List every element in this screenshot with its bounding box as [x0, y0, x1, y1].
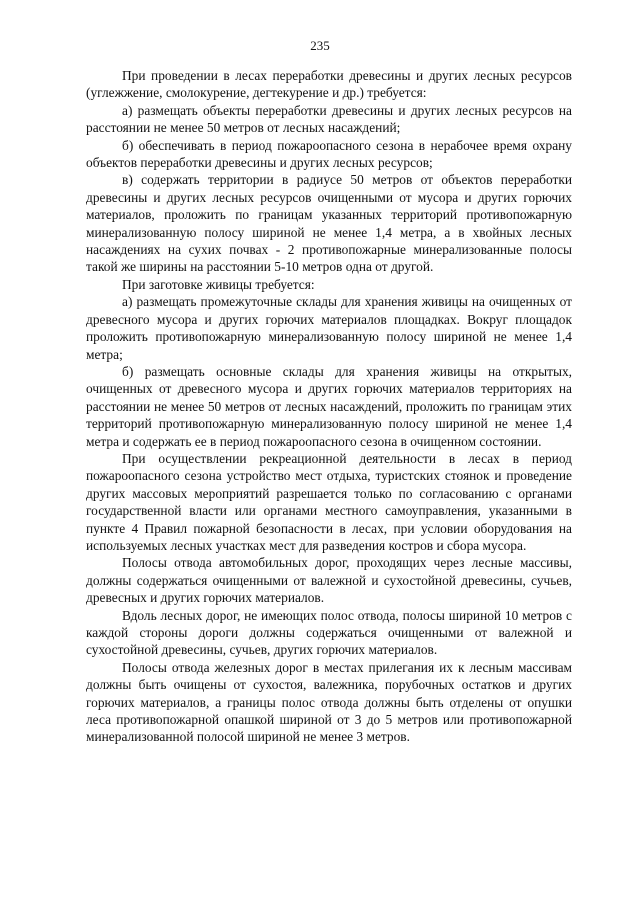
- paragraph: Полосы отвода автомобильных дорог, проходящих через лесные массивы, должны содержаться очищенными от валежной и сухостойной древесины, сучьев, древесных и других горючих материалов.: [86, 555, 572, 606]
- paragraph: б) размещать основные склады для хранения живицы на открытых, очищенных от древесного мусора и других горючих материалов территориях на расстоянии не менее 50 метров от лесных насаждений, проложить по границам этих территорий противопожарную минерализованную полосу шириной не менее 1,4 метра и содержать ее в период пожароопасного сезона в очищенном состоянии.: [86, 363, 572, 449]
- document-body: [86, 67, 572, 746]
- paragraph: б) обеспечивать в период пожароопасного сезона в нерабочее время охрану объектов переработки древесины и других лесных ресурсов;: [86, 137, 572, 171]
- page-number: 235: [310, 38, 330, 53]
- paragraph: а) размещать объекты переработки древесины и других лесных ресурсов на расстоянии не менее 50 метров от лесных насаждений;: [86, 102, 572, 136]
- paragraph: При проведении в лесах переработки древесины и других лесных ресурсов (углежжение, смолокурение, дегтекурение и др.) требуется:: [86, 68, 572, 101]
- paragraph: в) содержать территории в радиусе 50 метров от объектов переработки древесины и других лесных ресурсов очищенными от мусора и других горючих материалов, проложить по границам указанных территорий противопожарную минерализованную полосу шириной не менее 1,4 метра, а в хвойных лесных насаждениях на сухих почвах - 2 противопожарные минерализованные полосы такой же ширины на расстоянии 5-10 метров одна от другой.: [86, 172, 572, 275]
- paragraph: При осуществлении рекреационной деятельности в лесах в период пожароопасного сезона устройство мест отдыха, туристских стоянок и проведение других массовых мероприятий разрешается только по согласованию с органами государственной власти или органами местного самоуправления, указанными в пункте 4 Правил пожарной безопасности в лесах, при условии оборудования на используемых лесных участках мест для разведения костров и сбора мусора.: [86, 450, 572, 553]
- paragraph: а) размещать промежуточные склады для хранения живицы на очищенных от древесного мусора и других горючих материалов площадках. Вокруг площадок проложить противопожарную минерализованную полосу шириной не менее 1,4 метра;: [86, 294, 572, 362]
- paragraph: При заготовке живицы требуется:: [122, 276, 315, 292]
- paragraph: Полосы отвода железных дорог в местах прилегания их к лесным массивам должны быть очищены от сухостоя, валежника, порубочных остатков и других горючих материалов, а границы полос отвода должны быть отделены от опушки леса противопожарной опашкой шириной от 3 до 5 метров или противопожарной минерализованной полосой шириной не менее 3 метров.: [86, 659, 572, 745]
- paragraph: Вдоль лесных дорог, не имеющих полос отвода, полосы шириной 10 метров с каждой стороны дороги должны содержаться очищенными от валежной и сухостойной древесины, сучьев, других горючих материалов.: [86, 607, 572, 658]
